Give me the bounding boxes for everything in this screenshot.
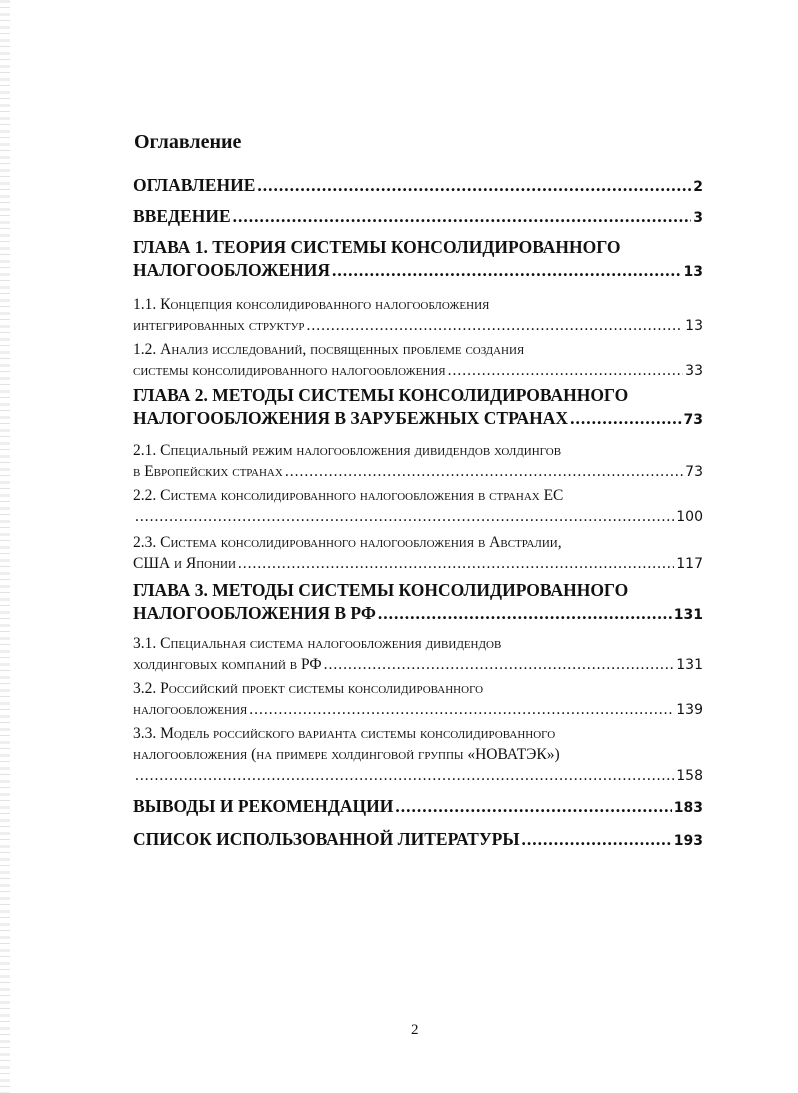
toc-page-number: 139 bbox=[676, 702, 703, 718]
toc-page-number: 117 bbox=[676, 556, 703, 572]
toc-entry-introduction[interactable] bbox=[133, 205, 703, 230]
toc-entry-text: 2.3. Система консолидированного налогообложения в Австралии, bbox=[133, 534, 562, 551]
toc-page-number: 193 bbox=[673, 833, 703, 849]
leader-dots bbox=[285, 461, 683, 482]
toc-entry-text: 3.1. Специальная система налогообложения дивидендов bbox=[133, 635, 502, 652]
leader-dots bbox=[448, 360, 684, 381]
leader-dots bbox=[135, 765, 674, 786]
toc-entry-text: 1.1. Концепция консолидированного налогообложения bbox=[133, 296, 490, 313]
leader-dots bbox=[249, 699, 674, 720]
toc-page-number: 73 bbox=[685, 464, 703, 480]
toc-entry-text: холдинговых компаний в РФ bbox=[133, 656, 322, 673]
toc-entry-section-1-1[interactable] bbox=[133, 294, 703, 337]
leader-dots bbox=[306, 315, 683, 336]
leader-dots bbox=[522, 828, 672, 851]
scan-edge bbox=[0, 0, 10, 1093]
toc-entry-chapter-2[interactable] bbox=[133, 384, 703, 432]
toc-entry-text: ГЛАВА 3. МЕТОДЫ СИСТЕМЫ КОНСОЛИДИРОВАННОГО bbox=[133, 580, 629, 600]
toc-entry-section-2-3[interactable] bbox=[133, 532, 703, 575]
toc-entry-text: НАЛОГООБЛОЖЕНИЯ bbox=[133, 260, 331, 280]
toc-entry-references[interactable] bbox=[133, 828, 703, 853]
leader-dots bbox=[233, 205, 692, 228]
toc-entry-text: ВЫВОДЫ И РЕКОМЕНДАЦИИ bbox=[133, 796, 394, 816]
toc-entry-text: интегрированных структур bbox=[133, 317, 305, 334]
toc-entry-text: налогообложения (на примере холдинговой группы «НОВАТЭК») bbox=[133, 746, 560, 763]
toc-page-number: 158 bbox=[676, 768, 703, 784]
toc-page-number: 13 bbox=[685, 318, 703, 334]
toc-entry-text: ГЛАВА 1. ТЕОРИЯ СИСТЕМЫ КОНСОЛИДИРОВАННОГО bbox=[133, 237, 621, 257]
toc-page-number: 3 bbox=[693, 210, 703, 226]
toc-entry-contents[interactable] bbox=[133, 174, 703, 199]
toc-entry-text: СПИСОК ИСПОЛЬЗОВАННОЙ ЛИТЕРАТУРЫ bbox=[133, 829, 520, 849]
table-of-contents bbox=[133, 174, 703, 853]
toc-entry-conclusions[interactable] bbox=[133, 795, 703, 820]
leader-dots bbox=[332, 259, 682, 282]
toc-page-number: 131 bbox=[673, 607, 703, 623]
toc-entry-chapter-3[interactable] bbox=[133, 579, 703, 627]
toc-page-number: 100 bbox=[676, 509, 703, 525]
toc-entry-section-3-1[interactable] bbox=[133, 633, 703, 676]
leader-dots bbox=[324, 654, 675, 675]
toc-entry-text: 3.2. Российский проект системы консолидированного bbox=[133, 680, 484, 697]
toc-entry-text: НАЛОГООБЛОЖЕНИЯ В ЗАРУБЕЖНЫХ СТРАНАХ bbox=[133, 408, 569, 428]
toc-entry-section-3-2[interactable] bbox=[133, 678, 703, 721]
page-number: 2 bbox=[411, 1022, 419, 1038]
toc-entry-text: налогообложения bbox=[133, 701, 248, 718]
toc-page-number: 183 bbox=[673, 800, 703, 816]
toc-entry-text: системы консолидированного налогообложения bbox=[133, 362, 446, 379]
toc-entry-text: 3.3. Модель российского варианта системы консолидированного bbox=[133, 725, 556, 742]
toc-entry-section-2-2[interactable] bbox=[133, 485, 703, 528]
leader-dots bbox=[395, 795, 671, 818]
toc-entry-text: 1.2. Анализ исследований, посвященных проблеме создания bbox=[133, 341, 525, 358]
toc-entry-text: в Европейских странах bbox=[133, 463, 283, 480]
leader-dots bbox=[378, 602, 672, 625]
toc-page-number: 13 bbox=[683, 264, 703, 280]
toc-entry-text: США и Японии bbox=[133, 555, 236, 572]
leader-dots bbox=[135, 506, 674, 527]
toc-entry-text: ВВЕДЕНИЕ bbox=[133, 206, 231, 226]
toc-entry-section-3-3[interactable] bbox=[133, 723, 703, 787]
toc-entry-text: 2.1. Специальный режим налогообложения дивидендов холдингов bbox=[133, 442, 562, 459]
leader-dots bbox=[257, 174, 691, 197]
toc-entry-chapter-1[interactable] bbox=[133, 236, 703, 284]
page-title: Оглавление bbox=[134, 131, 242, 153]
toc-entry-text: 2.2. Система консолидированного налогообложения в странах ЕС bbox=[133, 487, 564, 504]
toc-entry-text: ОГЛАВЛЕНИЕ bbox=[133, 175, 256, 195]
toc-page-number: 2 bbox=[693, 179, 703, 195]
leader-dots bbox=[570, 407, 681, 430]
leader-dots bbox=[238, 553, 674, 574]
toc-entry-section-2-1[interactable] bbox=[133, 440, 703, 483]
toc-entry-text: НАЛОГООБЛОЖЕНИЯ В РФ bbox=[133, 603, 376, 623]
toc-entry-text: ГЛАВА 2. МЕТОДЫ СИСТЕМЫ КОНСОЛИДИРОВАННОГО bbox=[133, 385, 629, 405]
toc-page-number: 33 bbox=[685, 363, 703, 379]
toc-entry-section-1-2[interactable] bbox=[133, 339, 703, 382]
toc-page-number: 131 bbox=[676, 657, 703, 673]
toc-page-number: 73 bbox=[683, 412, 703, 428]
